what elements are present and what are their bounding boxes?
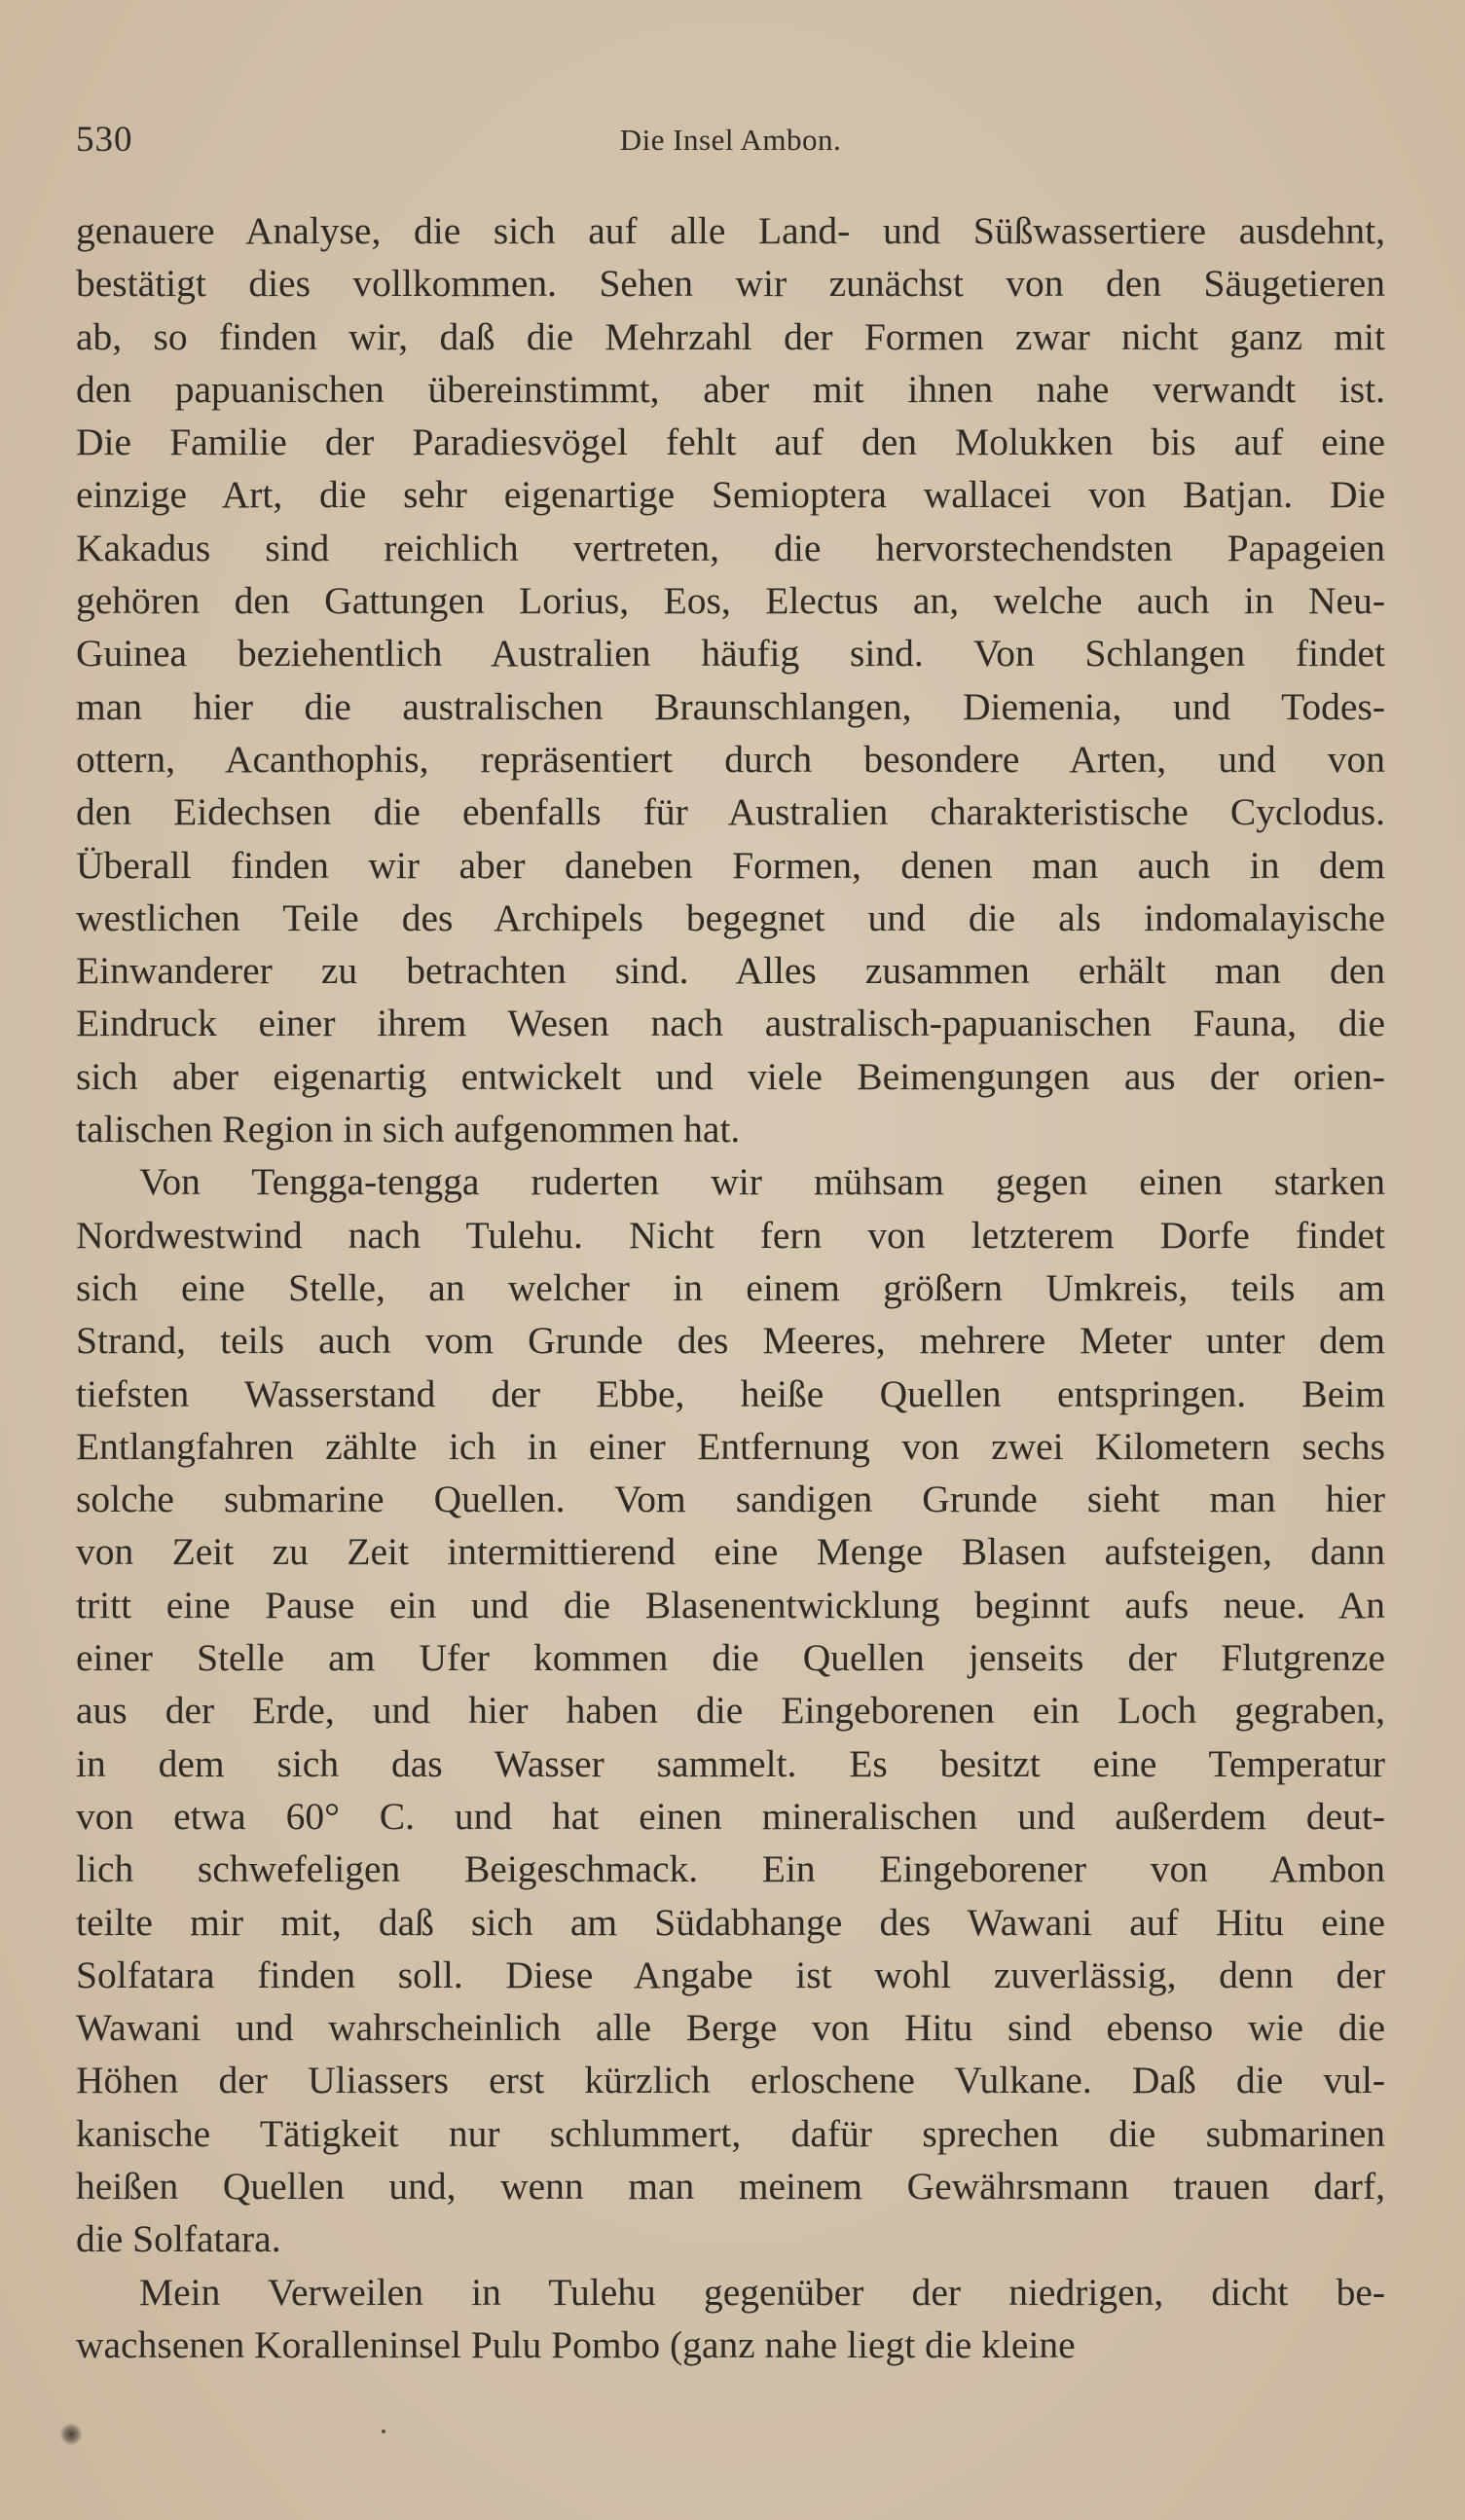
text-line: Mein Verweilen in Tulehu gegenüber der niedrigen, dicht be-	[139, 2270, 1385, 2314]
body-text	[76, 204, 1385, 2371]
page-number: 530	[76, 120, 133, 160]
text-line: Einwanderer zu betrachten sind. Alles zusammen erhält man den	[76, 949, 1385, 993]
page-header	[76, 119, 1385, 164]
text-line: tritt eine Pause ein und die Blasenentwicklung beginnt aufs neue. An	[76, 1583, 1385, 1626]
text-line: in dem sich das Wasser sammelt. Es besitzt eine Temperatur	[76, 1741, 1385, 1785]
text-line: Solfatara finden soll. Diese Angabe ist wohl zuverlässig, denn der	[76, 1953, 1385, 1996]
text-line: sich eine Stelle, an welcher in einem größern Umkreis, teils am	[76, 1265, 1385, 1309]
text-line: Höhen der Uliassers erst kürzlich erloschene Vulkane. Daß die vul-	[76, 2059, 1385, 2102]
paragraph	[76, 204, 1385, 1155]
text-line: talischen Region in sich aufgenommen hat.	[76, 1108, 741, 1151]
text-line: tiefsten Wasserstand der Ebbe, heiße Quellen entspringen. Beim	[76, 1371, 1385, 1415]
text-line: man hier die australischen Braunschlangen, Diemenia, und Todes-	[76, 684, 1385, 728]
paragraph	[76, 1155, 1385, 2265]
text-line: wachsenen Koralleninsel Pulu Pombo (ganz nahe liegt die kleine	[76, 2322, 1076, 2366]
text-line: ottern, Acanthophis, repräsentiert durch besondere Arten, und von	[76, 737, 1385, 781]
text-line: heißen Quellen und, wenn man meinem Gewährsmann trauen darf,	[76, 2164, 1385, 2208]
text-line: ab, so finden wir, daß die Mehrzahl der Formen zwar nicht ganz mit	[76, 314, 1385, 358]
text-line: bestätigt dies vollkommen. Sehen wir zunächst von den Säugetieren	[76, 262, 1385, 306]
text-line: Wawani und wahrscheinlich alle Berge von Hitu sind ebenso wie die	[76, 2006, 1385, 2050]
text-line: den papuanischen übereinstimmt, aber mit ihnen nahe verwandt ist.	[76, 367, 1385, 411]
text-line: Eindruck einer ihrem Wesen nach australisch-papuanischen Fauna, die	[76, 1002, 1385, 1045]
ink-smudge	[60, 2424, 82, 2445]
text-line: aus der Erde, und hier haben die Eingeborenen ein Loch gegraben,	[76, 1689, 1385, 1733]
text-line: Die Familie der Paradiesvögel fehlt auf den Molukken bis auf eine	[76, 420, 1385, 464]
text-line: Guinea beziehentlich Australien häufig sind. Von Schlangen findet	[76, 632, 1385, 676]
text-line: Nordwestwind nach Tulehu. Nicht fern von letzterem Dorfe findet	[76, 1213, 1385, 1257]
text-line: genauere Analyse, die sich auf alle Land- und Süßwassertiere ausdehnt,	[76, 209, 1385, 252]
text-line: westlichen Teile des Archipels begegnet und die als indomalayische	[76, 895, 1385, 939]
text-line: Entlangfahren zählte ich in einer Entfernung von zwei Kilometern sechs	[76, 1424, 1385, 1468]
text-line: solche submarine Quellen. Vom sandigen Grunde sieht man hier	[76, 1478, 1385, 1521]
text-line: von etwa 60° C. und hat einen mineralischen und außerdem deut-	[76, 1794, 1385, 1838]
paragraph	[76, 2266, 1385, 2372]
text-line: gehören den Gattungen Lorius, Eos, Electus an, welche auch in Neu-	[76, 579, 1385, 623]
text-line: lich schwefeligen Beigeschmack. Ein Eingeborener von Ambon	[76, 1847, 1385, 1891]
text-line: die Solfatara.	[76, 2217, 281, 2261]
text-line: einzige Art, die sehr eigenartige Semioptera wallacei von Batjan. Die	[76, 473, 1385, 517]
text-line: Von Tengga-tengga ruderten wir mühsam gegen einen starken	[139, 1160, 1385, 1204]
text-line: den Eidechsen die ebenfalls für Australien charakteristische Cyclodus.	[76, 790, 1385, 834]
text-line: Kakadus sind reichlich vertreten, die hervorstechendsten Papageien	[76, 526, 1385, 569]
text-line: sich aber eigenartig entwickelt und viele Beimengungen aus der orien-	[76, 1054, 1385, 1098]
running-head: Die Insel Ambon.	[619, 123, 842, 157]
text-line: teilte mir mit, daß sich am Südabhange des Wawani auf Hitu eine	[76, 1900, 1385, 1944]
text-line: Strand, teils auch vom Grunde des Meeres, mehrere Meter unter dem	[76, 1319, 1385, 1363]
text-line: einer Stelle am Ufer kommen die Quellen jenseits der Flutgrenze	[76, 1636, 1385, 1680]
text-line: kanische Tätigkeit nur schlummert, dafür sprechen die submarinen	[76, 2111, 1385, 2155]
text-line: von Zeit zu Zeit intermittierend eine Menge Blasen aufsteigen, dann	[76, 1530, 1385, 1574]
text-line: Überall finden wir aber daneben Formen, denen man auch in dem	[76, 843, 1385, 887]
ink-speck	[382, 2429, 385, 2433]
